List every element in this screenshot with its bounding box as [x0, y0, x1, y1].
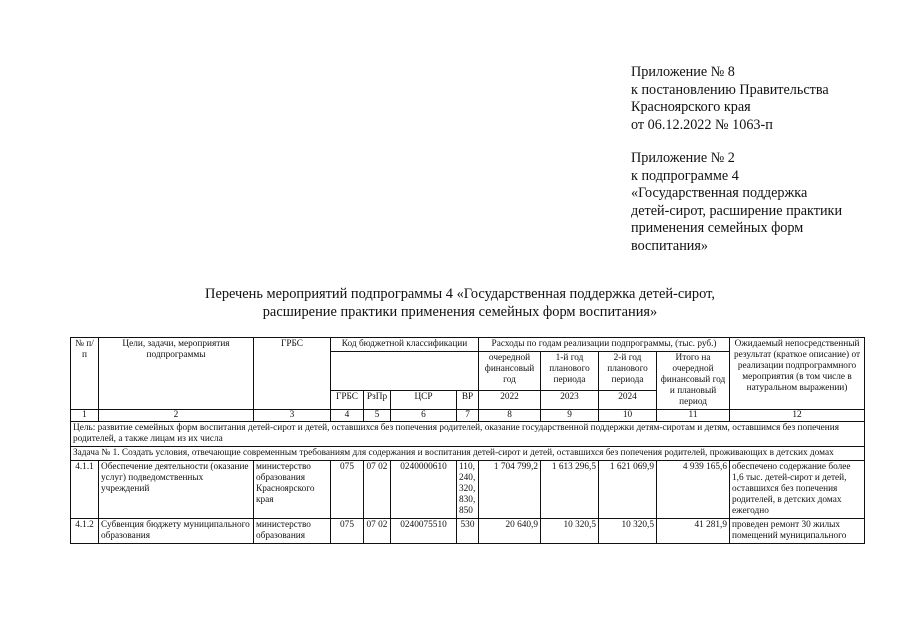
- column-number: 1: [71, 410, 99, 422]
- measures-table: [70, 337, 865, 544]
- column-number: 3: [254, 410, 331, 422]
- row-y3: 10 320,5: [599, 519, 657, 544]
- task-text: Задача № 1. Создать условия, отвечающие современным требованиям для содержания и воспитания детей-сирот и детей, оставшихся без попечения родителей, проживающих в детских домах: [71, 447, 865, 461]
- row-y2: 10 320,5: [541, 519, 599, 544]
- header-expenses: Расходы по годам реализации подпрограммы, (тыс. руб.): [479, 338, 730, 352]
- row-rzpr: 07 02: [364, 519, 391, 544]
- annex-8-line: от 06.12.2022 № 1063-п: [631, 116, 773, 133]
- row-rzpr: 07 02: [364, 461, 391, 519]
- annex-8-line: Красноярского края: [631, 99, 751, 116]
- column-number: 6: [391, 410, 457, 422]
- goal-text: Цель: развитие семейных форм воспитания детей-сирот и детей, оставшихся без попечения родителей, оказание государственной поддержки детям-сиротам и детям, оставшимся без попечения родителей, а также лицам из их числа: [71, 422, 865, 447]
- header-y3: 2-й год планового периода: [599, 352, 657, 391]
- header-kbk-blank: [331, 352, 479, 391]
- annex-2-block: [631, 150, 896, 256]
- column-number: 10: [599, 410, 657, 422]
- row-num: 4.1.1: [71, 461, 99, 519]
- row-total: 41 281,9: [657, 519, 730, 544]
- header-y1-year: 2022: [479, 391, 541, 410]
- table-row: [71, 519, 865, 544]
- column-number-row: [71, 410, 865, 422]
- column-number: 8: [479, 410, 541, 422]
- row-result: проведен ремонт 30 жилых помещений муниципального: [730, 519, 865, 544]
- column-number: 5: [364, 410, 391, 422]
- annex-2-line: применения семейных форм: [631, 220, 804, 237]
- annex-2-line: детей-сирот, расширение практики: [631, 202, 843, 219]
- row-total: 4 939 165,6: [657, 461, 730, 519]
- row-grbs-name: министерство образования: [254, 519, 331, 544]
- header-num: № п/п: [71, 338, 99, 410]
- row-y2: 1 613 296,5: [541, 461, 599, 519]
- task-row: [71, 447, 865, 461]
- table-header-row: [71, 338, 865, 352]
- row-grbs: 075: [331, 519, 364, 544]
- row-result: обеспечено содержание более 1,6 тыс. детей-сирот и детей, оставшихся без попечения родителей, в детских домах ежегодно: [730, 461, 865, 519]
- table-row: [71, 461, 865, 519]
- row-num: 4.1.2: [71, 519, 99, 544]
- document-title-line-2: расширение практики применения семейных форм воспитания»: [262, 304, 658, 320]
- row-csr: 0240075510: [391, 519, 457, 544]
- column-number: 12: [730, 410, 865, 422]
- goal-row: [71, 422, 865, 447]
- document-title: [60, 285, 860, 321]
- header-kbk-vr: ВР: [457, 391, 479, 410]
- document-title-line-1: Перечень мероприятий подпрограммы 4 «Государственная поддержка детей-сирот,: [205, 286, 715, 302]
- header-y1: очередной финансовый год: [479, 352, 541, 391]
- header-kbk-csr: ЦСР: [391, 391, 457, 410]
- header-goals: Цели, задачи, мероприятия подпрограммы: [99, 338, 254, 410]
- row-vr: 530: [457, 519, 479, 544]
- header-y2: 1-й год планового периода: [541, 352, 599, 391]
- annex-2-line: «Государственная поддержка: [631, 185, 808, 202]
- row-grbs-name: министерство образования Красноярского края: [254, 461, 331, 519]
- row-y1: 1 704 799,2: [479, 461, 541, 519]
- column-number: 4: [331, 410, 364, 422]
- header-kbk-grbs: ГРБС: [331, 391, 364, 410]
- row-csr: 0240000610: [391, 461, 457, 519]
- header-result: Ожидаемый непосредственный результат (краткое описание) от реализации подпрограммного мероприятия (в том числе в натуральном выражении): [730, 338, 865, 410]
- column-number: 11: [657, 410, 730, 422]
- header-y3-year: 2024: [599, 391, 657, 410]
- row-name: Обеспечение деятельности (оказание услуг) подведомственных учреждений: [99, 461, 254, 519]
- column-number: 2: [99, 410, 254, 422]
- annex-8-line: Приложение № 8: [631, 64, 735, 80]
- header-kbk-rzpr: РзПр: [364, 391, 391, 410]
- row-y3: 1 621 069,9: [599, 461, 657, 519]
- column-number: 9: [541, 410, 599, 422]
- row-grbs: 075: [331, 461, 364, 519]
- column-number: 7: [457, 410, 479, 422]
- annex-8-line: к постановлению Правительства: [631, 81, 829, 98]
- annex-2-line: Приложение № 2: [631, 150, 735, 166]
- header-grbs: ГРБС: [254, 338, 331, 410]
- header-total: Итого на очередной финансовый год и плановый период: [657, 352, 730, 410]
- row-y1: 20 640,9: [479, 519, 541, 544]
- row-name: Субвенция бюджету муниципального образования: [99, 519, 254, 544]
- row-vr: 110, 240, 320, 830, 850: [457, 461, 479, 519]
- annex-2-line: к подпрограмме 4: [631, 167, 739, 184]
- annex-2-line: воспитания»: [631, 237, 709, 254]
- annex-8-block: [631, 64, 896, 134]
- header-y2-year: 2023: [541, 391, 599, 410]
- header-kbk: Код бюджетной классификации: [331, 338, 479, 352]
